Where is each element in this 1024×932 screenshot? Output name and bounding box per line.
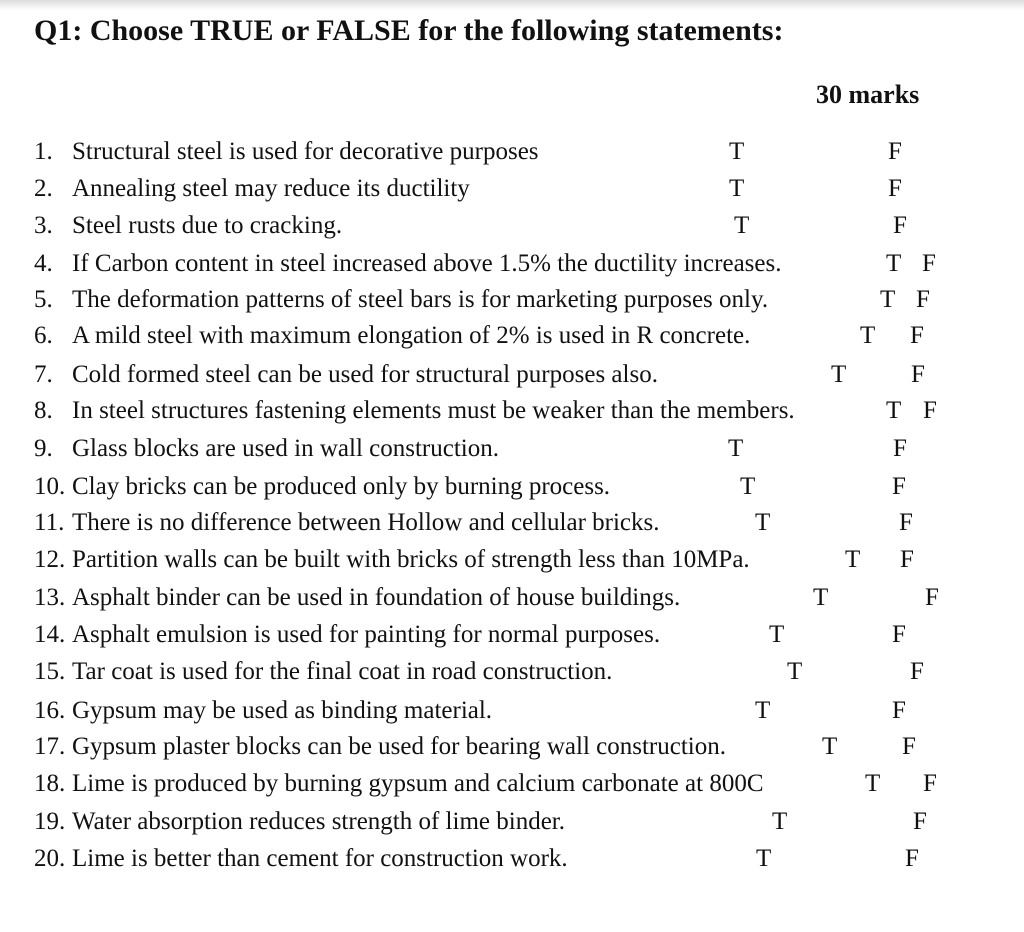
list-item	[0, 697, 1024, 733]
item-number: 11.	[34, 509, 65, 536]
item-number: 16.	[34, 697, 66, 724]
false-option[interactable]: F	[902, 733, 916, 760]
false-option[interactable]: F	[923, 397, 937, 424]
true-option[interactable]: T	[740, 473, 756, 500]
item-number: 6.	[34, 322, 53, 349]
false-option[interactable]: F	[900, 546, 914, 573]
false-option[interactable]: F	[910, 658, 924, 685]
item-number: 2.	[34, 175, 53, 202]
list-item	[0, 733, 1024, 769]
item-number: 12.	[34, 546, 66, 573]
false-option[interactable]: F	[888, 138, 902, 165]
true-option[interactable]: T	[822, 733, 838, 760]
list-item	[0, 845, 1024, 881]
true-option[interactable]: T	[729, 175, 745, 202]
item-number: 14.	[34, 621, 66, 648]
item-statement: Structural steel is used for decorative purposes	[72, 138, 539, 165]
list-item	[0, 175, 1024, 211]
item-statement: Annealing steel may reduce its ductility	[72, 175, 470, 202]
item-statement: Cold formed steel can be used for structural purposes also.	[72, 361, 658, 388]
false-option[interactable]: F	[925, 584, 939, 611]
item-number: 17.	[34, 733, 66, 760]
item-statement: Asphalt emulsion is used for painting for normal purposes.	[72, 621, 661, 648]
item-number: 5.	[34, 286, 53, 313]
list-item	[0, 546, 1024, 582]
false-option[interactable]: F	[893, 212, 907, 239]
true-option[interactable]: T	[886, 397, 902, 424]
false-option[interactable]: F	[892, 473, 906, 500]
false-option[interactable]: F	[910, 322, 924, 349]
item-number: 10.	[34, 473, 66, 500]
true-option[interactable]: T	[880, 286, 896, 313]
false-option[interactable]: F	[913, 808, 927, 835]
item-statement: Tar coat is used for the final coat in road construction.	[72, 658, 613, 685]
item-statement: Water absorption reduces strength of lime binder.	[72, 808, 565, 835]
true-option[interactable]: T	[845, 546, 861, 573]
true-option[interactable]: T	[813, 584, 829, 611]
list-item	[0, 808, 1024, 844]
item-number: 15.	[34, 658, 66, 685]
list-item	[0, 286, 1024, 322]
top-shade	[0, 0, 1024, 10]
list-item	[0, 584, 1024, 620]
false-option[interactable]: F	[905, 845, 919, 872]
true-option[interactable]: T	[755, 509, 771, 536]
list-item	[0, 250, 1024, 286]
false-option[interactable]: F	[923, 770, 937, 797]
list-item	[0, 621, 1024, 657]
true-option[interactable]: T	[756, 845, 772, 872]
true-option[interactable]: T	[787, 658, 803, 685]
item-statement: Clay bricks can be produced only by burning process.	[72, 473, 611, 500]
item-statement: Partition walls can be built with bricks of strength less than 10MPa.	[72, 546, 750, 573]
item-number: 19.	[34, 808, 66, 835]
list-item	[0, 361, 1024, 397]
item-number: 20.	[34, 845, 66, 872]
true-option[interactable]: T	[755, 697, 771, 724]
true-option[interactable]: T	[831, 361, 847, 388]
list-item	[0, 138, 1024, 174]
false-option[interactable]: F	[916, 286, 930, 313]
true-option[interactable]: T	[865, 770, 881, 797]
true-option[interactable]: T	[772, 808, 788, 835]
item-statement: Steel rusts due to cracking.	[72, 212, 343, 239]
item-number: 1.	[34, 138, 53, 165]
false-option[interactable]: F	[911, 361, 925, 388]
item-statement: Glass blocks are used in wall construction.	[72, 435, 499, 462]
item-number: 13.	[34, 584, 66, 611]
item-statement: Lime is better than cement for construction work.	[72, 845, 568, 872]
item-number: 7.	[34, 361, 53, 388]
item-statement: There is no difference between Hollow and cellular bricks.	[72, 509, 660, 536]
true-option[interactable]: T	[734, 212, 750, 239]
marks-label: 30 marks	[816, 80, 920, 109]
false-option[interactable]: F	[888, 175, 902, 202]
false-option[interactable]: F	[892, 621, 906, 648]
list-item	[0, 770, 1024, 806]
list-item	[0, 658, 1024, 694]
list-item	[0, 397, 1024, 433]
list-item	[0, 212, 1024, 248]
question-title: Q1: Choose TRUE or FALSE for the following statements:	[34, 14, 784, 47]
true-option[interactable]: T	[860, 322, 876, 349]
list-item	[0, 473, 1024, 509]
item-number: 8.	[34, 397, 53, 424]
item-statement: Gypsum may be used as binding material.	[72, 697, 493, 724]
item-number: 3.	[34, 212, 53, 239]
item-statement: The deformation patterns of steel bars is for marketing purposes only.	[72, 286, 769, 313]
list-item	[0, 435, 1024, 471]
item-statement: Gypsum plaster blocks can be used for bearing wall construction.	[72, 733, 726, 760]
item-statement: Asphalt binder can be used in foundation of house buildings.	[72, 584, 681, 611]
false-option[interactable]: F	[892, 697, 906, 724]
item-statement: In steel structures fastening elements must be weaker than the members.	[72, 397, 795, 424]
item-statement: Lime is produced by burning gypsum and calcium carbonate at 800C	[72, 770, 764, 797]
item-number: 18.	[34, 770, 66, 797]
true-option[interactable]: T	[729, 138, 745, 165]
item-number: 9.	[34, 435, 53, 462]
true-option[interactable]: T	[769, 621, 785, 648]
item-statement: If Carbon content in steel increased above 1.5% the ductility increases.	[72, 250, 782, 277]
list-item	[0, 322, 1024, 358]
true-option[interactable]: T	[886, 250, 902, 277]
item-number: 4.	[34, 250, 53, 277]
item-statement: A mild steel with maximum elongation of 2% is used in R concrete.	[72, 322, 751, 349]
false-option[interactable]: F	[893, 435, 907, 462]
true-option[interactable]: T	[728, 435, 744, 462]
false-option[interactable]: F	[899, 509, 913, 536]
list-item	[0, 509, 1024, 545]
false-option[interactable]: F	[922, 250, 936, 277]
